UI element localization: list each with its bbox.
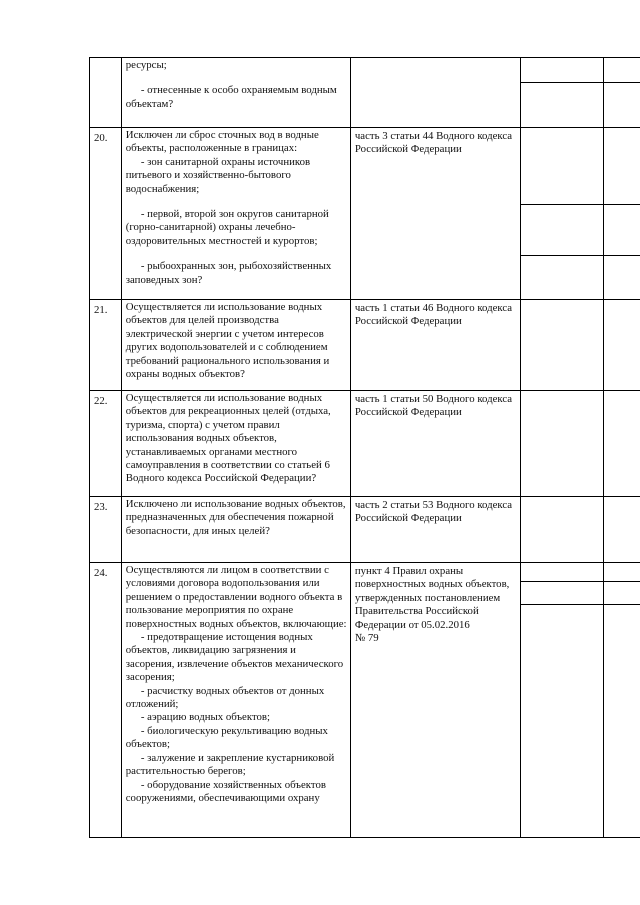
spacer — [126, 72, 347, 84]
table-row — [90, 128, 640, 300]
question-text: - залужение и закрепление кустарниковой растительностью берегов; — [125, 751, 335, 778]
answer-cell — [520, 391, 603, 497]
question-cell — [121, 391, 350, 497]
answer-cell — [520, 497, 603, 563]
reference-cell — [350, 563, 520, 838]
note-cell — [604, 391, 640, 497]
question-text: Исключен ли сброс сточных вод в водные объекты, расположенные в границах: — [125, 129, 319, 155]
question-text: Осуществляется ли использование водных объектов для целей производства электрической энергии с учетом интересов других водопользователей и с соблюдением требований рационального использования и охраны водных объектов? — [125, 301, 330, 381]
note-cell — [604, 497, 640, 563]
spacer — [126, 196, 347, 208]
question-text: - зон санитарной охраны источников питьевого и хозяйственно-бытового водоснабжения; — [125, 155, 311, 195]
checklist-table — [89, 57, 640, 838]
note-cell — [604, 128, 640, 300]
question-cell — [121, 128, 350, 300]
row-number — [90, 58, 122, 128]
answer-cell — [520, 563, 603, 838]
table-row — [90, 497, 640, 563]
table-row — [90, 300, 640, 391]
question-cell — [121, 300, 350, 391]
question-text: Исключено ли использование водных объектов, предназначенных для обеспечения пожарной безопасности, для иных целей? — [125, 498, 346, 537]
reference-cell: часть 1 статьи 50 Водного кодекса Российской Федерации — [350, 391, 520, 497]
question-text: - биологическую рекультивацию водных объектов; — [125, 724, 328, 751]
note-cell — [604, 563, 640, 838]
answer-cell — [520, 128, 603, 300]
question-text: - первой, второй зон округов санитарной (горно-санитарной) охраны лечебно-оздоровительных местностей и курортов; — [125, 208, 329, 247]
question-text: - оборудование хозяйственных объектов сооружениями, обеспечивающими охрану — [125, 778, 326, 804]
question-cell — [121, 497, 350, 563]
answer-cell — [520, 58, 603, 128]
table-row — [90, 58, 640, 128]
question-text: - рыбоохранных зон, рыбохозяйственных заповедных зон? — [125, 260, 332, 286]
reference-text: пункт 4 Правил охраны поверхностных водных объектов, утвержденных постановлением Правительства Российской Федерации от 05.02.2016 № 79 — [354, 565, 510, 645]
spacer — [126, 248, 347, 260]
row-number: 24. — [90, 563, 122, 838]
reference-cell: часть 2 статьи 53 Водного кодекса Российской Федерации — [350, 497, 520, 563]
reference-cell — [350, 58, 520, 128]
question-text: - расчистку водных объектов от донных отложений; — [125, 684, 325, 711]
question-text: - аэрацию водных объектов; — [140, 711, 271, 724]
answer-cell — [520, 300, 603, 391]
row-number: 22. — [90, 391, 122, 497]
question-cell — [121, 58, 350, 128]
row-number: 20. — [90, 128, 122, 300]
question-text: Осуществляются ли лицом в соответствии с условиями договора водопользования или решением о предоставлении водного объекта в пользование мероприятия по охране поверхностных водных объектов, включающие: — [125, 564, 347, 630]
note-cell — [604, 300, 640, 391]
row-number: 21. — [90, 300, 122, 391]
table-row — [90, 391, 640, 497]
question-text: ресурсы; — [125, 59, 167, 71]
question-text: - предотвращение истощения водных объектов, ликвидацию загрязнения и засорения, извлечение объектов механического засорения; — [125, 631, 344, 684]
row-number: 23. — [90, 497, 122, 563]
reference-cell: часть 1 статьи 46 Водного кодекса Российской Федерации — [350, 300, 520, 391]
table-row — [90, 563, 640, 838]
note-cell — [604, 58, 640, 128]
question-text: Осуществляется ли использование водных объектов для рекреационных целей (отдыха, туризма, спорта) с учетом правил использования водных объектов, устанавливаемых органами местного самоуправления в соответствии со статьей 6 Водного кодекса Российской Федерации? — [125, 392, 331, 485]
question-text: - отнесенные к особо охраняемым водным объектам? — [125, 84, 337, 110]
question-cell — [121, 563, 350, 838]
reference-cell: часть 3 статьи 44 Водного кодекса Российской Федерации — [350, 128, 520, 300]
